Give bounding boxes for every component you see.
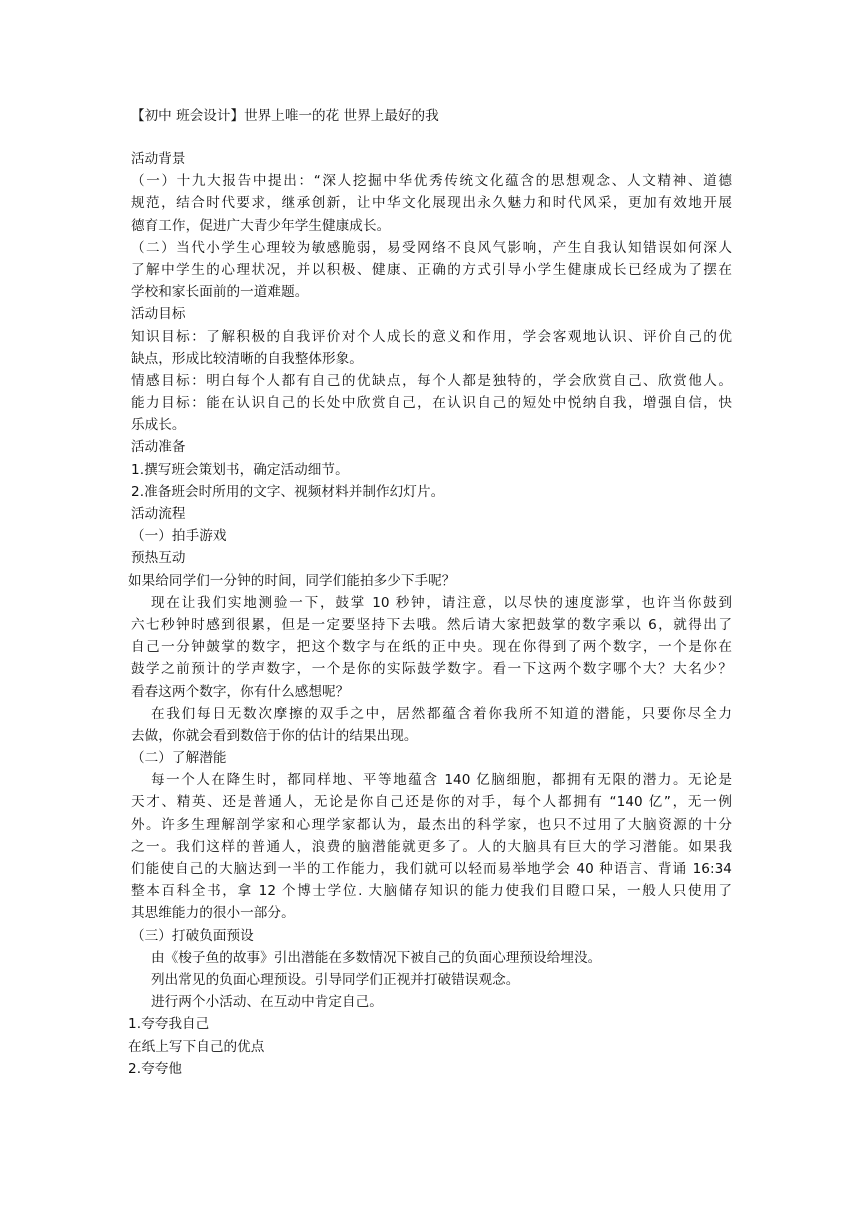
paragraph-line: 学校和家长面前的一道难题。 (131, 284, 309, 301)
paragraph-line: 活动背景 (131, 151, 186, 167)
paragraph-line: 在我们每日无数次摩擦的双手之中，居然都蕴含着你我所不知道的潜能，只要你尽全力 (151, 705, 732, 722)
paragraph-line: 进行两个小活动、在互动中肯定自己。 (151, 994, 383, 1011)
paragraph-line: 现在让我们实地测验一下，鼓掌 10 秒钟，请注意，以尽快的速度澎掌，也许当你鼓到 (151, 594, 732, 611)
paragraph-line: 缺点，形成比较清晰的自我整体形象。 (131, 350, 363, 367)
paragraph-line: 外。许多生理解剖学家和心理学家都认为，最杰出的科学家，也只不过用了大脑资源的十分 (131, 816, 732, 833)
paragraph-line: 活动准备 (131, 439, 186, 456)
paragraph-line: 活动流程 (131, 506, 186, 522)
document-body (128, 148, 732, 1080)
paragraph-line: 德育工作，促进广大青少年学生健康成长。 (131, 217, 391, 234)
paragraph-line: 们能使自己的大脑达到一半的工作能力，我们就可以轻而易举地学会 40 种语言、背诵 16:34 (131, 861, 732, 877)
paragraph-line: 如果给同学们一分钟的时间，同学们能拍多少下手呢？ (128, 572, 456, 589)
paragraph-line: 之一。我们这样的普通人，浪费的脑潜能就更多了。人的大脑具有巨大的学习潜能。如果我 (131, 838, 732, 855)
paragraph-line: （二）了解潜能 (131, 750, 227, 767)
paragraph-line: 预热互动 (131, 550, 186, 567)
paragraph-line: 看春这两个数字，你有什么感想呢？ (131, 683, 350, 700)
paragraph-line: 整本百科全书，拿 12 个博士学位. 大脑储存知识的能力使我们目瞪口呆，一般人只使用了 (131, 883, 732, 900)
paragraph-line: 活动目标 (131, 306, 186, 323)
paragraph-line: （一）拍手游戏 (131, 528, 227, 545)
paragraph-line: 去做，你就会看到数倍于你的估计的结果出现。 (131, 727, 418, 744)
paragraph-line: 每一个人在降生时，都同样地、平等地蕴含 140 亿脑细胞，都拥有无限的潜力。无论是 (151, 772, 732, 789)
paragraph-line: 列出常见的负面心理预设。引导同学们正视并打破错误观念。 (151, 971, 520, 988)
paragraph-line: 规范，结合时代要求，继承创新，让中华文化展现出永久魅力和时代风采，更加有效地开展 (131, 195, 732, 212)
paragraph-line: 2.夸夸他 (128, 1060, 183, 1077)
paragraph-line: 由《梭子鱼的故事》引出潜能在多数情况下被自己的负面心理预设给埋没。 (151, 949, 602, 966)
paragraph-line: 能力目标：能在认识自己的长处中欣赏自己，在认识自己的短处中悦纳自我，增强自信，快 (131, 395, 732, 412)
paragraph-line: 天才、精英、还是普通人，无论是你自己还是你的对手，每个人都拥有 “140 亿”，无一例 (131, 794, 732, 811)
paragraph-line: 1.撰写班会策划书，确定活动细节。 (131, 461, 349, 478)
paragraph-line: 鼓学之前预计的学声数字，一个是你的实际鼓学数字。看一下这两个数字哪个大？大名少？ (131, 661, 732, 678)
paragraph-line: 情感目标：明白每个人都有自己的优缺点，每个人都是独特的，学会欣赏自己、欣赏他人。 (131, 372, 732, 389)
paragraph-line: 其思维能力的很小一部分。 (131, 905, 295, 922)
paragraph-line: 知识目标：了解积极的自我评价对个人成长的意义和作用，学会客观地认识、评价自己的优 (131, 328, 732, 345)
document-title: 【初中 班会设计】世界上唯一的花 世界上最好的我 (131, 108, 439, 124)
paragraph-line: 六七秒钟时感到很累，但是一定要坚持下去哦。然后请大家把鼓掌的数字乘以 6，就得出了 (131, 616, 732, 633)
paragraph-line: 了解中学生的心理状况，并以积极、健康、正确的方式引导小学生健康成长已经成为了摆在 (131, 261, 732, 278)
paragraph-line: （二）当代小学生心理较为敏感脆弱，易受网络不良风气影响，产生自我认知错误如何深人 (131, 239, 732, 256)
paragraph-line: （三）打破负面预设 (131, 927, 254, 944)
paragraph-line: （一）十九大报告中提出：“深人挖掘中华优秀传统文化蕴含的思想观念、人文精神、道德 (131, 173, 732, 190)
paragraph-line: 乐成长。 (131, 417, 186, 434)
paragraph-line: 自己一分钟皷掌的数字，把这个数字与在纸的正中央。现在你得到了两个数字，一个是你在 (131, 639, 732, 656)
paragraph-line: 2.准备班会时所用的文字、视频材料并制作幻灯片。 (131, 483, 445, 500)
paragraph-line: 在纸上写下自己的优点 (128, 1038, 265, 1055)
paragraph-line: 1.夸夸我自己 (128, 1016, 210, 1033)
